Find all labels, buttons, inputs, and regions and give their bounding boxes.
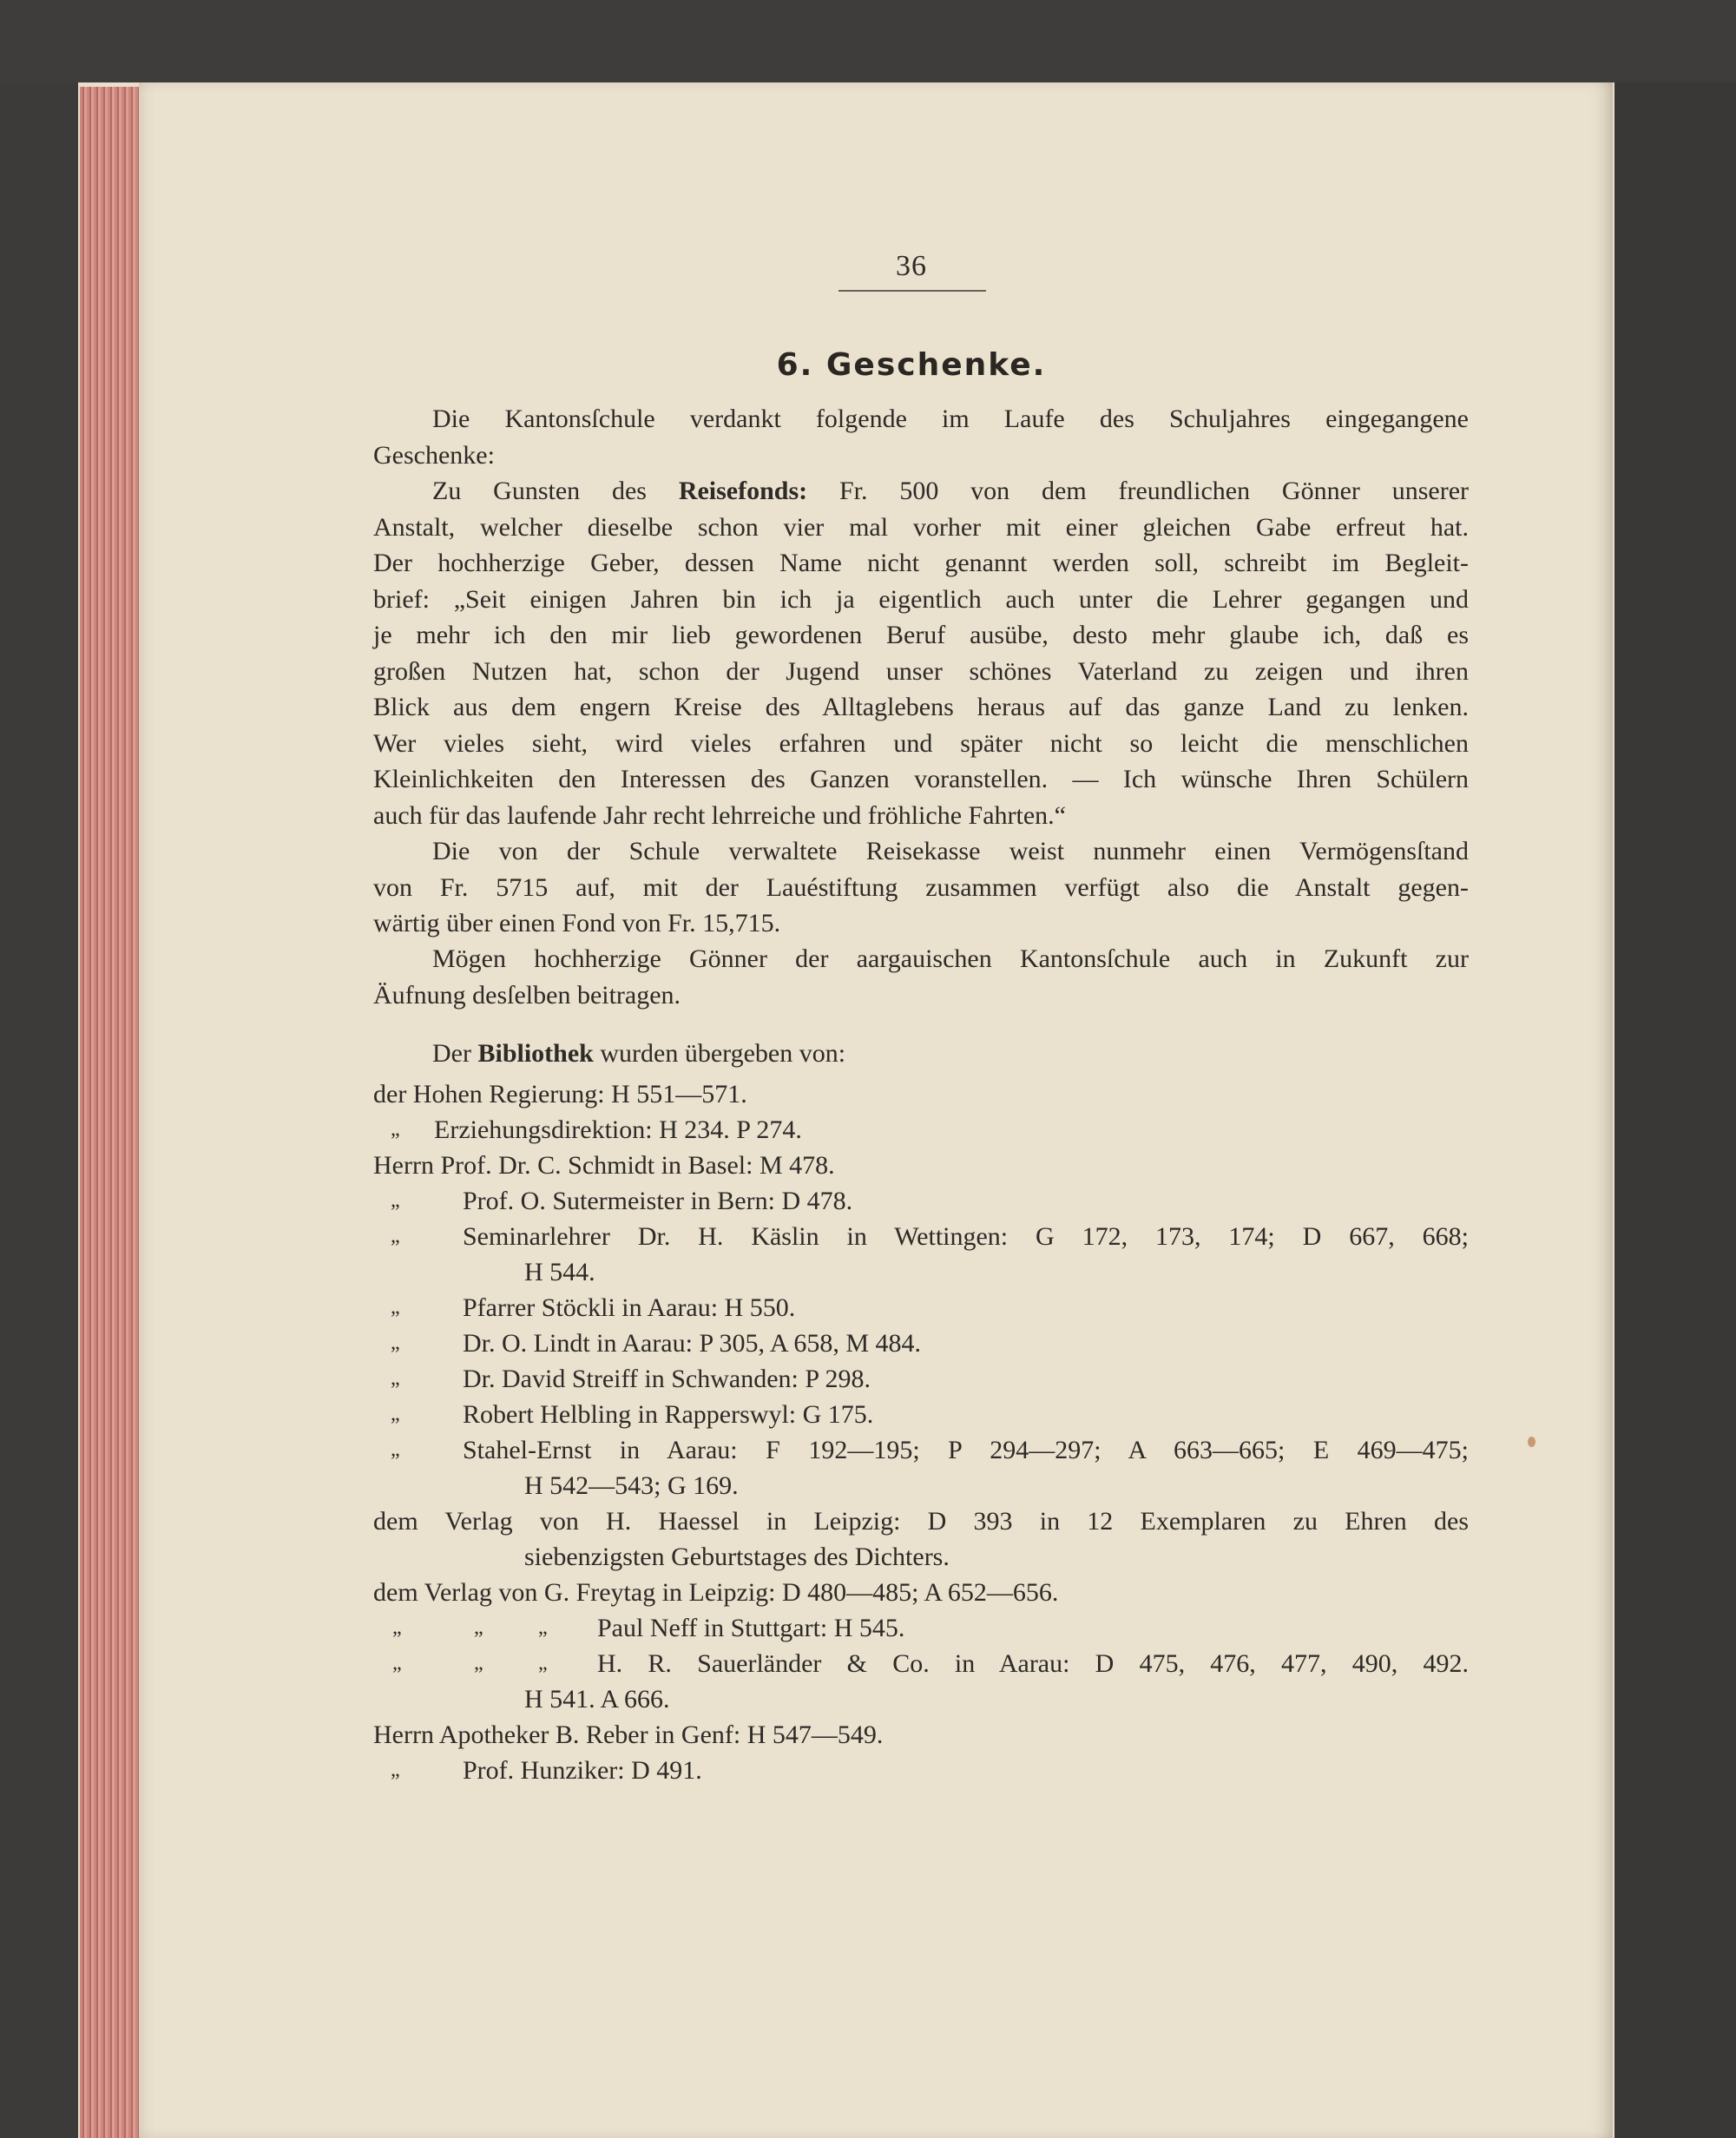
donor-text: Dr. O. Lindt in Aarau: P 305, A 658, M 484. [463, 1329, 922, 1358]
reise-prefix: Zu Gunsten des [432, 477, 679, 505]
reise-line-9: Kleinlichkeiten den Interessen des Ganzen voranstellen. — Ich wünsche Ihren Schülern [373, 765, 1469, 793]
donor-text: Prof. Hunziker: D 491. [463, 1756, 702, 1785]
donor-row [373, 1432, 1469, 1468]
donor-text: Pfarrer Stöckli in Aarau: H 550. [463, 1293, 796, 1322]
ditto-mark: „ [391, 1296, 400, 1319]
ditto-mark: „ [392, 1616, 402, 1639]
donor-row [373, 1326, 1469, 1361]
donor-list [373, 1076, 1469, 1788]
bibliothek-label: Bibliothek [477, 1039, 594, 1068]
donor-row: Herrn Apotheker B. Reber in Genf: H 547—549. [373, 1720, 884, 1749]
donor-text: Dr. David Streiff in Schwanden: P 298. [463, 1365, 871, 1393]
donor-text: Prof. O. Sutermeister in Bern: D 478. [463, 1187, 853, 1215]
donor-row [373, 1183, 1469, 1219]
ditto-mark: „ [391, 1367, 400, 1390]
ditto-mark: „ [391, 1118, 400, 1141]
reise-line-1 [373, 473, 1469, 510]
donor-row: der Hohen Regierung: H 551—571. [373, 1080, 747, 1108]
donor-text: H. R. Sauerländer & Co. in Aarau: D 475, 476, 477, 490, 492. [597, 1649, 1469, 1678]
paper-stain [1528, 1437, 1535, 1447]
wish-paragraph [373, 941, 1469, 1013]
kasse-line-1: Die von der Schule verwaltete Reisekasse weist nunmehr einen Vermögensſtand [432, 837, 1469, 865]
donor-text: Seminarlehrer Dr. H. Käslin in Wettingen: G 172, 173, 174; D 667, 668; [463, 1222, 1469, 1251]
ditto-mark: „ [474, 1652, 483, 1674]
facing-page-shadow [1611, 82, 1736, 2138]
ditto-mark: „ [538, 1652, 548, 1674]
donor-row-continuation: H 541. A 666. [524, 1685, 670, 1714]
donor-row: dem Verlag von H. Haessel in Leipzig: D 393 in 12 Exemplaren zu Ehren des [373, 1507, 1469, 1536]
reise-line-8: Wer vieles sieht, wird vieles erfahren und später nicht so leicht die menschlichen [373, 728, 1469, 758]
donor-row-continuation: H 542—543; G 169. [524, 1471, 739, 1500]
ditto-mark: „ [391, 1438, 400, 1461]
ditto-mark: „ [391, 1403, 400, 1425]
intro-paragraph [373, 401, 1469, 473]
donor-text: Erziehungsdirektion: H 234. P 274. [434, 1115, 802, 1144]
library-intro-prefix: Der [432, 1039, 478, 1068]
donor-row-continuation: siebenzigsten Geburtstages des Dichters. [524, 1543, 950, 1571]
reise-line-3: Der hochherzige Geber, dessen Name nicht genannt werden soll, schreibt im Begleit- [373, 549, 1469, 577]
library-intro-suffix: wurden übergeben von: [593, 1039, 846, 1068]
donor-row [373, 1397, 1469, 1432]
intro-line-2: Geschenke: [373, 440, 495, 470]
intro-line-1: Die Kantonsſchule verdankt folgende im Laufe des Schuljahres eingegangene [432, 405, 1469, 433]
library-intro [373, 1036, 1469, 1072]
ditto-mark: „ [391, 1225, 400, 1247]
donor-text: Stahel-Ernst in Aarau: F 192—195; P 294—297; A 663—665; E 469—475; [463, 1436, 1469, 1464]
reise-line-7: Blick aus dem engern Kreise des Alltaglebens heraus auf das ganze Land zu lenken. [373, 693, 1469, 721]
donor-text: Paul Neff in Stuttgart: H 545. [597, 1614, 905, 1642]
donor-row-continuation: H 544. [524, 1258, 595, 1286]
page-number: 36 [896, 250, 927, 282]
page-edge-red [80, 87, 141, 2138]
section-title: 6. Geschenke. [776, 347, 1047, 383]
ditto-mark: „ [391, 1759, 400, 1781]
donor-row: Herrn Prof. Dr. C. Schmidt in Basel: M 478. [373, 1151, 835, 1180]
reisekasse-paragraph [373, 833, 1469, 942]
ditto-mark: „ [392, 1652, 402, 1674]
donor-row: dem Verlag von G. Freytag in Leipzig: D 480—485; A 652—656. [373, 1578, 1059, 1607]
ditto-mark: „ [538, 1616, 548, 1639]
donor-row [373, 1610, 1469, 1646]
kasse-line-2: von Fr. 5715 auf, mit der Lauéstiftung zusammen verfügt also die Anstalt gegen- [373, 872, 1469, 902]
wish-line-1: Mögen hochherzige Gönner der aargauischen Kantonsſchule auch in Zukunft zur [432, 944, 1469, 973]
header-rule [838, 290, 986, 292]
reisefonds-label: Reisefonds: [678, 477, 808, 505]
wish-line-2: Äufnung desſelben beitragen. [373, 980, 681, 1010]
donor-row [373, 1112, 1469, 1148]
ditto-mark: „ [474, 1616, 483, 1639]
reisefonds-paragraph [373, 473, 1469, 833]
donor-row [373, 1290, 1469, 1326]
ditto-mark: „ [391, 1189, 400, 1212]
scan-background-top [0, 0, 1736, 82]
reise-line-10: auch für das laufende Jahr recht lehrreiche und fröhliche Fahrten.“ [373, 800, 1066, 830]
reise-line-5: je mehr ich den mir lieb gewordenen Beruf ausübe, desto mehr glaube ich, daß es [373, 621, 1469, 649]
donor-row [373, 1219, 1469, 1254]
reise-line-2: Anstalt, welcher dieselbe schon vier mal vorher mit einer gleichen Gabe erfreut hat. [373, 512, 1469, 542]
kasse-line-3: wärtig über einen Fond von Fr. 15,715. [373, 909, 781, 937]
reise-line-4: brief: „Seit einigen Jahren bin ich ja eigentlich auch unter die Lehrer gegangen und [373, 584, 1469, 614]
reise-suffix: Fr. 500 von dem freundlichen Gönner unserer [807, 477, 1469, 505]
donor-text: Robert Helbling in Rapperswyl: G 175. [463, 1400, 874, 1429]
donor-row [373, 1646, 1469, 1681]
ditto-mark: „ [391, 1332, 400, 1354]
reise-line-6: großen Nutzen hat, schon der Jugend unser schönes Vaterland zu zeigen und ihren [373, 656, 1469, 686]
donor-row [373, 1753, 1469, 1788]
donor-row [373, 1361, 1469, 1397]
